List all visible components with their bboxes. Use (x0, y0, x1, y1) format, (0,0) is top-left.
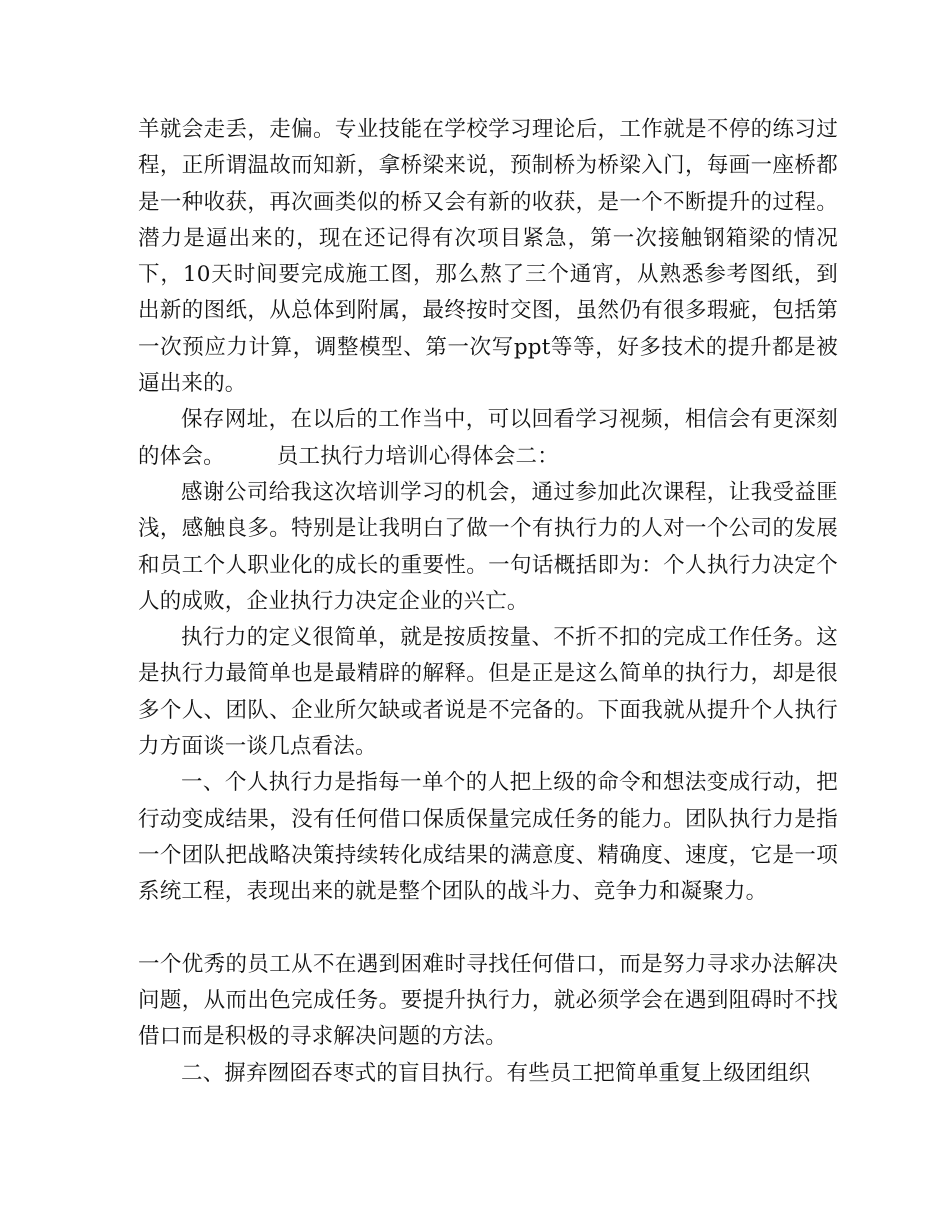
paragraph-5: 一、个人执行力是指每一单个的人把上级的命令和想法变成行动，把行动变成结果，没有任何借口保质保量完成任务的能力。团队执行力是指一个团队把战略决策持续转化成结果的满意度、精确度、速度，它是一项系统工程，表现出来的就是整个团队的战斗力、竞争力和凝聚力。 (138, 770, 838, 905)
section-heading: 员工执行力培训心得体会二： (276, 443, 559, 469)
paragraph-2 (138, 402, 838, 475)
paragraph-7: 二、摒弃囫囵吞枣式的盲目执行。有些员工把简单重复上级团组织 (181, 1060, 811, 1086)
paragraph-2-text: 保存网址，在以后的工作当中，可以回看学习视频，相信会有更深刻的体会。 (138, 407, 838, 469)
paragraph-1: 羊就会走丢，走偏。专业技能在学校学习理论后，工作就是不停的练习过程，正所谓温故而知新，拿桥梁来说，预制桥为桥梁入门，每画一座桥都是一种收获，再次画类似的桥又会有新的收获，是一个不断提升的过程。潜力是逼出来的，现在还记得有次项目紧急，第一次接触钢箱梁的情况下，10天时间要完成施工图，那么熬了三个通宵，从熟悉参考图纸，到出新的图纸，从总体到附属，最终按时交图，虽然仍有很多瑕疵，包括第一次预应力计算，调整模型、第一次写ppt等等，好多技术的提升都是被逼出来的。 (138, 117, 838, 397)
paragraph-4: 执行力的定义很简单，就是按质按量、不折不扣的完成工作任务。这是执行力最简单也是最精辟的解释。但是正是这么简单的执行力，却是很多个人、团队、企业所欠缺或者说是不完备的。下面我就从提升个人执行力方面谈一谈几点看法。 (138, 625, 838, 760)
blank-line (138, 911, 838, 947)
document-page (138, 112, 838, 1092)
paragraph-3: 感谢公司给我这次培训学习的机会，通过参加此次课程，让我受益匪浅，感触良多。特别是让我明白了做一个有执行力的人对一个公司的发展和员工个人职业化的成长的重要性。一句话概括即为：个人执行力决定个人的成败，企业执行力决定企业的兴亡。 (138, 479, 838, 614)
paragraph-6: 一个优秀的员工从不在遇到困难时寻找任何借口，而是努力寻求办法解决问题，从而出色完成任务。要提升执行力，就必须学会在遇到阻碍时不找借口而是积极的寻求解决问题的方法。 (138, 951, 838, 1050)
